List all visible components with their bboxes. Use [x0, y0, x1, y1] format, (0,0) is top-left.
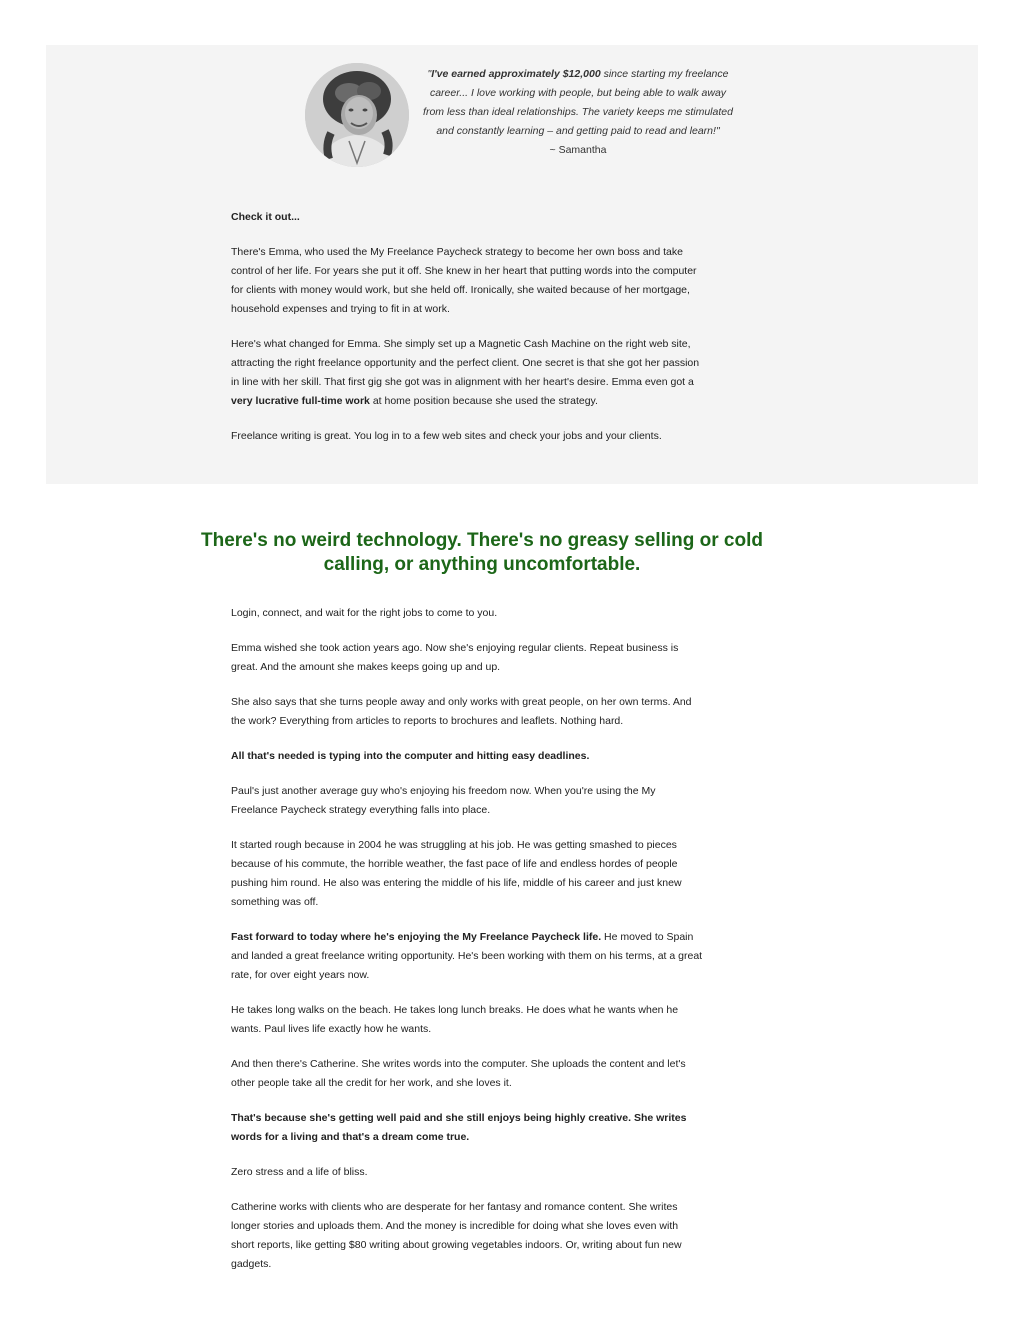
- avatar: [305, 63, 409, 167]
- body-paragraph: Login, connect, and wait for the right jobs to come to you.: [231, 607, 498, 619]
- testimonial-quote: [423, 65, 733, 160]
- body-paragraph: Emma wished she took action years ago. Now she's enjoying regular clients. Repeat business is great. And the amount she makes keeps going up and up.: [231, 642, 679, 673]
- quote-text: since starting my freelance career... I love working with people, but being able to walk away from less than ideal relationships. The variety keeps me stimulated and constantly learning – and getting paid to read and learn!: [423, 68, 733, 137]
- open-quote-mark: ": [427, 68, 432, 80]
- intro-text: [231, 208, 703, 446]
- body-paragraph: Catherine works with clients who are desperate for her fantasy and romance content. She writes longer stories and uploads them. And the money is incredible for doing what she loves even with short reports, like getting $80 writing about growing vegetables indoors. Or, writing about fun new gadgets.: [231, 1201, 682, 1270]
- body-paragraph: It started rough because in 2004 he was struggling at his job. He was getting smashed to pieces because of his commute, the horrible weather, the fast pace of life and endless hordes of people pushing him round. He also was entering the middle of his life, middle of his career and just knew something was off.: [231, 839, 682, 908]
- emma-paragraph-2-end: at home position because she used the strategy.: [372, 395, 598, 407]
- body-paragraph: She also says that she turns people away and only works with great people, on her own terms. And the work? Everything from articles to reports to brochures and leaflets. Nothing hard.: [231, 696, 692, 727]
- section-headline: There's no weird technology. There's no greasy selling or cold calling, or anything uncomfortable.: [201, 530, 763, 575]
- quote-highlight: I've earned approximately $12,000: [431, 68, 601, 80]
- quote-attribution: ~ Samantha: [549, 144, 607, 156]
- emma-paragraph-2-start: Here's what changed for Emma. She simply set up a Magnetic Cash Machine on the right web site, attracting the right freelance opportunity and the perfect client. One secret is that she got her passion in line with her skill. That first gig she got was in alignment with her heart's desire. Emma even got a: [231, 338, 700, 388]
- emma-paragraph-2: [231, 335, 703, 411]
- body-paragraph-bold: All that's needed is typing into the computer and hitting easy deadlines.: [231, 750, 590, 762]
- body-paragraph: Paul's just another average guy who's enjoying his freedom now. When you're using the My Freelance Paycheck strategy everything falls into place.: [231, 785, 656, 816]
- body-paragraph: He takes long walks on the beach. He takes long lunch breaks. He does what he wants when he wants. Paul lives life exactly how he wants.: [231, 1004, 679, 1035]
- emma-paragraph-2-bold: very lucrative full-time work: [231, 395, 370, 407]
- body-paragraph: Zero stress and a life of bliss.: [231, 1166, 368, 1178]
- paul-highlight: Fast forward to today where he's enjoying the My Freelance Paycheck life.: [231, 931, 602, 943]
- freelance-writing-paragraph: Freelance writing is great. You log in to a few web sites and check your jobs and your clients.: [231, 430, 662, 442]
- portrait-image: [305, 63, 409, 167]
- check-it-out-heading: Check it out...: [231, 211, 300, 223]
- body-paragraph: [231, 928, 703, 985]
- emma-paragraph-1: There's Emma, who used the My Freelance Paycheck strategy to become her own boss and take control of her life. For years she put it off. She knew in her heart that putting words into the computer for clients with money would work, but she held off. Ironically, she waited because of her mortgage, household expenses and trying to fit in at work.: [231, 246, 697, 315]
- paul-paragraph-rest: He moved to Spain and landed a great freelance writing opportunity. He's been working with them on his terms, at a great rate, for over eight years now.: [231, 931, 703, 981]
- body-text: [231, 604, 703, 1274]
- body-paragraph-bold: That's because she's getting well paid and she still enjoys being highly creative. She writes words for a living and that's a dream come true.: [231, 1112, 687, 1143]
- body-paragraph: And then there's Catherine. She writes words into the computer. She uploads the content and let's other people take all the credit for her work, and she loves it.: [231, 1058, 686, 1089]
- close-quote-mark: ": [715, 125, 720, 137]
